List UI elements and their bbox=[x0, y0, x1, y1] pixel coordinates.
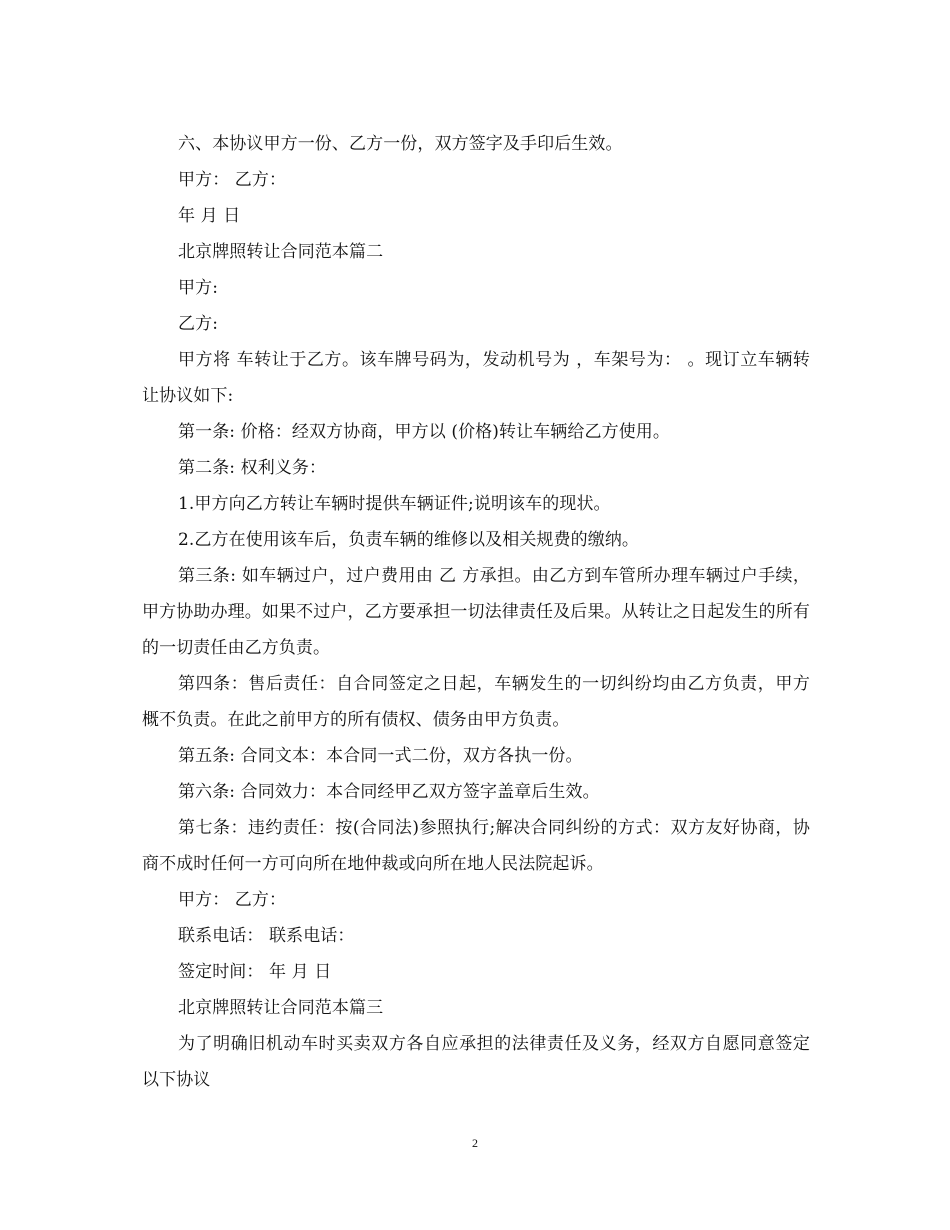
paragraph: 第五条: 合同文本：本合同一式二份，双方各执一份。 bbox=[178, 746, 583, 766]
page-number: 2 bbox=[472, 1136, 478, 1150]
paragraph: 第六条: 合同效力：本合同经甲乙双方签字盖章后生效。 bbox=[178, 782, 600, 802]
paragraph: 联系电话： 联系电话： bbox=[178, 926, 355, 946]
paragraph: 甲方: bbox=[178, 278, 219, 298]
paragraph: 甲方： 乙方： bbox=[178, 890, 287, 910]
paragraph: 第七条：违约责任：按(合同法)参照执行;解决合同纠纷的方式：双方友好协商，协商不成时任何一方可向所在地仲裁或向所在地人民法院起诉。 bbox=[142, 818, 810, 874]
paragraph: 签定时间： 年 月 日 bbox=[178, 962, 332, 982]
document-body bbox=[142, 126, 810, 1098]
paragraph: 年 月 日 bbox=[178, 206, 241, 226]
paragraph: 1.甲方向乙方转让车辆时提供车辆证件;说明该车的现状。 bbox=[178, 494, 611, 514]
paragraph: 为了明确旧机动车时买卖双方各自应承担的法律责任及义务，经双方自愿同意签定以下协议 bbox=[142, 1034, 810, 1090]
paragraph: 六、本协议甲方一份、乙方一份，双方签字及手印后生效。 bbox=[178, 134, 623, 154]
section-heading: 北京牌照转让合同范本篇二 bbox=[178, 242, 384, 262]
paragraph: 乙方: bbox=[178, 314, 219, 334]
paragraph: 第二条: 权利义务： bbox=[178, 458, 327, 478]
paragraph: 甲方： 乙方： bbox=[178, 170, 287, 190]
paragraph: 第一条: 价格：经双方协商，甲方以 (价格)转让车辆给乙方使用。 bbox=[178, 422, 670, 442]
paragraph: 2.乙方在使用该车后，负责车辆的维修以及相关规费的缴纳。 bbox=[178, 530, 640, 550]
paragraph: 第四条：售后责任：自合同签定之日起，车辆发生的一切纠纷均由乙方负责，甲方概不负责。在此之前甲方的所有债权、债务由甲方负责。 bbox=[142, 674, 810, 730]
paragraph: 甲方将 车转让于乙方。该车牌号码为，发动机号为 ，车架号为： 。现订立车辆转让协议如下: bbox=[142, 350, 810, 406]
paragraph: 第三条: 如车辆过户，过户费用由 乙 方承担。由乙方到车管所办理车辆过户手续，甲方协助办理。如果不过户，乙方要承担一切法律责任及后果。从转让之日起发生的所有的一切责任由乙方负责。 bbox=[142, 566, 810, 658]
section-heading: 北京牌照转让合同范本篇三 bbox=[178, 998, 384, 1018]
